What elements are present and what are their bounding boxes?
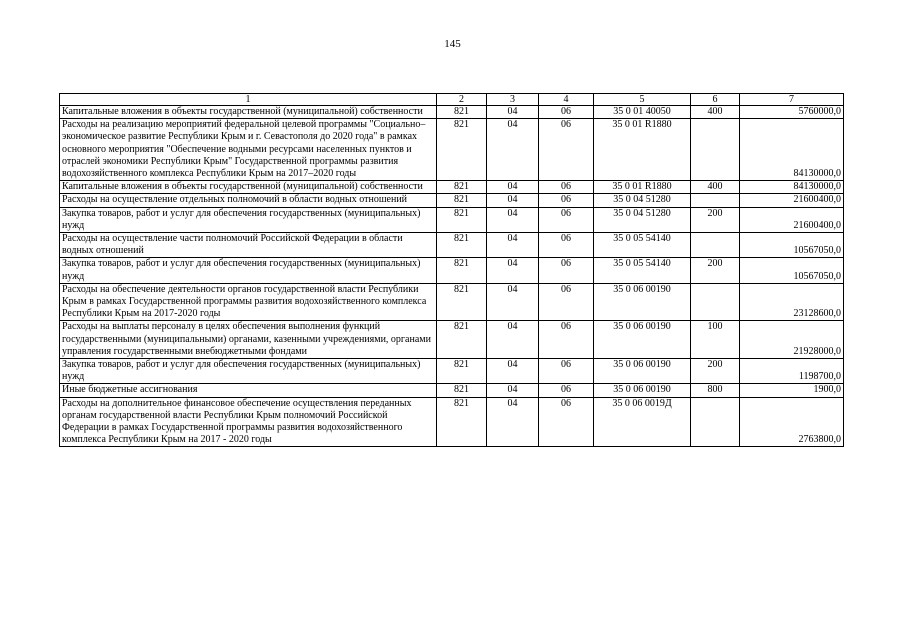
table-row: [60, 384, 844, 397]
expense-type-code: [691, 233, 740, 258]
subsection-code: 06: [539, 106, 594, 119]
section-code: 04: [487, 384, 539, 397]
subsection-code: 06: [539, 258, 594, 283]
ministry-code: 821: [437, 233, 487, 258]
expense-name: Расходы на дополнительное финансовое обеспечение осуществления переданных органам государственной власти Республики Крым полномочий Российской Федерации в рамках Государственной программы развития водохозяйственного комплекса Республики Крым на 2017 - 2020 годы: [60, 397, 437, 447]
section-code: 04: [487, 397, 539, 447]
ministry-code: 821: [437, 359, 487, 384]
ministry-code: 821: [437, 207, 487, 232]
section-code: 04: [487, 321, 539, 359]
target-article-code: 35 0 05 54140: [594, 233, 691, 258]
section-code: 04: [487, 106, 539, 119]
table-row: [60, 283, 844, 321]
section-code: 04: [487, 283, 539, 321]
budget-table: [59, 93, 844, 447]
amount: 21600400,0: [740, 194, 844, 207]
expense-name: Капитальные вложения в объекты государственной (муниципальной) собственности: [60, 106, 437, 119]
expense-type-code: 200: [691, 207, 740, 232]
expense-name: Закупка товаров, работ и услуг для обеспечения государственных (муниципальных) нужд: [60, 207, 437, 232]
section-code: 04: [487, 233, 539, 258]
table-row: [60, 194, 844, 207]
amount: 10567050,0: [740, 233, 844, 258]
amount: 2763800,0: [740, 397, 844, 447]
subsection-code: 06: [539, 119, 594, 181]
table-row: [60, 359, 844, 384]
section-code: 04: [487, 194, 539, 207]
expense-type-code: 400: [691, 181, 740, 194]
target-article-code: 35 0 01 R1880: [594, 181, 691, 194]
expense-type-code: 400: [691, 106, 740, 119]
target-article-code: 35 0 06 00190: [594, 359, 691, 384]
ministry-code: 821: [437, 384, 487, 397]
ministry-code: 821: [437, 194, 487, 207]
expense-name: Закупка товаров, работ и услуг для обеспечения государственных (муниципальных) нужд: [60, 258, 437, 283]
amount: 10567050,0: [740, 258, 844, 283]
amount: 1198700,0: [740, 359, 844, 384]
expense-type-code: 200: [691, 359, 740, 384]
column-header: 6: [691, 94, 740, 106]
target-article-code: 35 0 06 00190: [594, 321, 691, 359]
column-header: 4: [539, 94, 594, 106]
expense-name: Иные бюджетные ассигнования: [60, 384, 437, 397]
subsection-code: 06: [539, 397, 594, 447]
expense-type-code: 100: [691, 321, 740, 359]
ministry-code: 821: [437, 181, 487, 194]
table-row: [60, 181, 844, 194]
section-code: 04: [487, 359, 539, 384]
column-header: 7: [740, 94, 844, 106]
table-row: [60, 321, 844, 359]
subsection-code: 06: [539, 207, 594, 232]
column-header: 5: [594, 94, 691, 106]
expense-name: Расходы на реализацию мероприятий федеральной целевой программы "Социально–экономическое развитие Республики Крым и г. Севастополя до 2020 года" в рамках основного мероприятия "Обеспечение водными ресурсами населенных пунктов и отраслей экономики Республики Крым" Государственной программы развития водохозяйственного комплекса Республики Крым на 2017–2020 годы: [60, 119, 437, 181]
subsection-code: 06: [539, 384, 594, 397]
amount: 21928000,0: [740, 321, 844, 359]
target-article-code: 35 0 06 0019Д: [594, 397, 691, 447]
expense-name: Расходы на выплаты персоналу в целях обеспечения выполнения функций государственными (муниципальными) органами, казенными учреждениями, органами управления государственными внебюджетными фондами: [60, 321, 437, 359]
target-article-code: 35 0 04 51280: [594, 194, 691, 207]
target-article-code: 35 0 05 54140: [594, 258, 691, 283]
subsection-code: 06: [539, 283, 594, 321]
ministry-code: 821: [437, 321, 487, 359]
section-code: 04: [487, 258, 539, 283]
target-article-code: 35 0 01 40050: [594, 106, 691, 119]
amount: 21600400,0: [740, 207, 844, 232]
target-article-code: 35 0 01 R1880: [594, 119, 691, 181]
expense-type-code: [691, 194, 740, 207]
subsection-code: 06: [539, 321, 594, 359]
ministry-code: 821: [437, 397, 487, 447]
column-header: 1: [60, 94, 437, 106]
expense-name: Расходы на обеспечение деятельности органов государственной власти Республики Крым в рамках Государственной программы развития водохозяйственного комплекса Республики Крым на 2017-2020 годы: [60, 283, 437, 321]
table-row: [60, 233, 844, 258]
target-article-code: 35 0 04 51280: [594, 207, 691, 232]
ministry-code: 821: [437, 258, 487, 283]
expense-type-code: [691, 397, 740, 447]
amount: 23128600,0: [740, 283, 844, 321]
expense-name: Расходы на осуществление отдельных полномочий в области водных отношений: [60, 194, 437, 207]
ministry-code: 821: [437, 106, 487, 119]
header-row: [60, 94, 844, 106]
column-header: 2: [437, 94, 487, 106]
section-code: 04: [487, 207, 539, 232]
target-article-code: 35 0 06 00190: [594, 384, 691, 397]
amount: 5760000,0: [740, 106, 844, 119]
expense-name: Закупка товаров, работ и услуг для обеспечения государственных (муниципальных) нужд: [60, 359, 437, 384]
subsection-code: 06: [539, 233, 594, 258]
subsection-code: 06: [539, 194, 594, 207]
section-code: 04: [487, 119, 539, 181]
subsection-code: 06: [539, 181, 594, 194]
table-row: [60, 207, 844, 232]
expense-name: Капитальные вложения в объекты государственной (муниципальной) собственности: [60, 181, 437, 194]
expense-type-code: 200: [691, 258, 740, 283]
amount: 84130000,0: [740, 181, 844, 194]
expense-type-code: [691, 119, 740, 181]
amount: 84130000,0: [740, 119, 844, 181]
table-row: [60, 397, 844, 447]
expense-type-code: 800: [691, 384, 740, 397]
table-row: [60, 106, 844, 119]
subsection-code: 06: [539, 359, 594, 384]
target-article-code: 35 0 06 00190: [594, 283, 691, 321]
expense-name: Расходы на осуществление части полномочий Российской Федерации в области водных отношений: [60, 233, 437, 258]
table-row: [60, 258, 844, 283]
column-header: 3: [487, 94, 539, 106]
ministry-code: 821: [437, 119, 487, 181]
page-number: 145: [444, 38, 461, 50]
section-code: 04: [487, 181, 539, 194]
table-row: [60, 119, 844, 181]
expense-type-code: [691, 283, 740, 321]
ministry-code: 821: [437, 283, 487, 321]
amount: 1900,0: [740, 384, 844, 397]
